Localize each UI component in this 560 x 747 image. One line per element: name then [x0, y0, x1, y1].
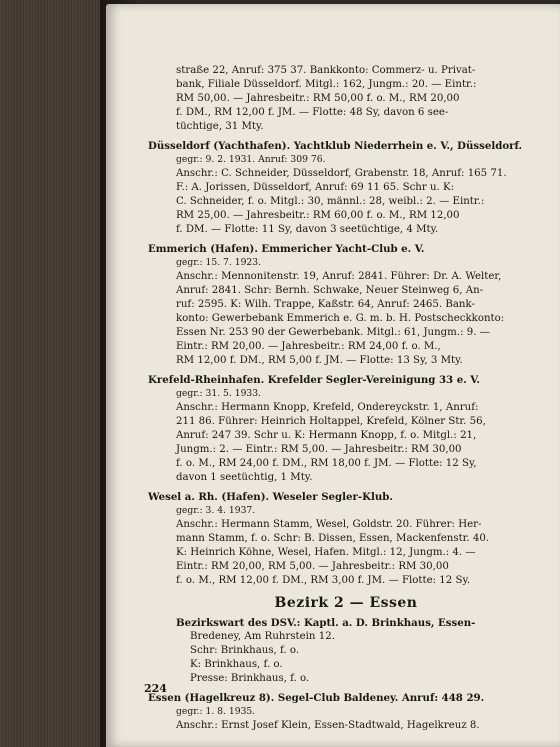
text-line: K: Heinrich Köhne, Wesel, Hafen. Mitgl.: 12, Jungm.: 4. — [176, 547, 476, 558]
text-line: mann Stamm, f. o. Schr: B. Dissen, Essen, Mackenfenstr. 40. [176, 533, 490, 544]
text-line: Eintr.: RM 20,00. — Jahresbeitr.: RM 24,00 f. o. M., [176, 341, 441, 352]
book-page-edges [0, 0, 110, 747]
entry-heading: Düsseldorf (Yachthafen). Yachtklub Niederrhein e. V., Düsseldorf. [148, 140, 523, 152]
text-line: Anschr.: Mennonitenstr. 19, Anruf: 2841. Führer: Dr. A. Welter, [176, 271, 502, 282]
text-line: Anschr.: Hermann Stamm, Wesel, Goldstr. 20. Führer: Her- [176, 519, 482, 530]
page-text [148, 64, 544, 733]
text-line: Anschr.: Ernst Josef Klein, Essen-Stadtwald, Hagelkreuz 8. [176, 720, 480, 731]
text-line: f. o. M., RM 24,00 f. DM., RM 18,00 f. JM. — Flotte: 12 Sy, [176, 458, 477, 469]
text-line: bank, Filiale Düsseldorf. Mitgl.: 162, Jungm.: 20. — Eintr.: [176, 79, 477, 90]
text-line: Eintr.: RM 20,00, RM 5,00. — Jahresbeitr.: RM 30,00 [176, 561, 449, 572]
text-line: Anruf: 2841. Schr: Bernh. Schwake, Neuer Steinweg 6, An- [176, 285, 484, 296]
text-line: F.: A. Jorissen, Düsseldorf, Anruf: 69 11 65. Schr u. K: [176, 182, 455, 193]
text-line: ruf: 2595. K: Wilh. Trappe, Kaßstr. 64, Anruf: 2465. Bank- [176, 299, 475, 310]
page-number: 224 [144, 682, 167, 695]
text-line: f. DM. — Flotte: 11 Sy, davon 3 seetüchtige, 4 Mty. [176, 224, 439, 235]
entry-heading: Wesel a. Rh. (Hafen). Weseler Segler-Klub. [148, 491, 393, 503]
text-line: Schr: Brinkhaus, f. o. [190, 645, 300, 656]
founded-line: gegr.: 15. 7. 1923. [176, 257, 262, 268]
text-line: straße 22, Anruf: 375 37. Bankkonto: Commerz- u. Privat- [176, 65, 476, 76]
text-line: Anruf: 247 39. Schr u. K: Hermann Knopp, f. o. Mitgl.: 21, [176, 430, 477, 441]
text-line: f. o. M., RM 12,00 f. DM., RM 3,00 f. JM. — Flotte: 12 Sy. [176, 575, 471, 586]
text-line: Presse: Brinkhaus, f. o. [190, 673, 310, 684]
text-line: RM 12,00 f. DM., RM 5,00 f. JM. — Flotte: 13 Sy, 3 Mty. [176, 355, 463, 366]
text-line: K: Brinkhaus, f. o. [190, 659, 283, 670]
text-line: 211 86. Führer: Heinrich Holtappel, Krefeld, Kölner Str. 56, [176, 416, 486, 427]
text-line: C. Schneider, f. o. Mitgl.: 30, männl.: 28, weibl.: 2. — Eintr.: [176, 196, 485, 207]
text-line: Anschr.: C. Schneider, Düsseldorf, Grabenstr. 18, Anruf: 165 71. [176, 168, 507, 179]
text-line: konto: Gewerbebank Emmerich e. G. m. b. H. Postscheckkonto: [176, 313, 505, 324]
entry-heading: Krefeld-Rheinhafen. Krefelder Segler-Vereinigung 33 e. V. [148, 374, 480, 386]
text-line: RM 50,00. — Jahresbeitr.: RM 50,00 f. o. M., RM 20,00 [176, 93, 460, 104]
founded-line: gegr.: 1. 8. 1935. [176, 706, 256, 717]
text-line: tüchtige, 31 Mty. [176, 121, 264, 132]
text-line: Jungm.: 2. — Eintr.: RM 5,00. — Jahresbeitr.: RM 30,00 [176, 444, 462, 455]
entry-heading: Emmerich (Hafen). Emmericher Yacht-Club e. V. [148, 243, 425, 255]
text-line: Bredeney, Am Ruhrstein 12. [190, 631, 335, 642]
text-line: RM 25,00. — Jahresbeitr.: RM 60,00 f. o. M., RM 12,00 [176, 210, 460, 221]
district-warden-line: Bezirkswart des DSV.: Kaptl. a. D. Brinkhaus, Essen- [176, 617, 476, 629]
text-line: Anschr.: Hermann Knopp, Krefeld, Ondereyckstr. 1, Anruf: [176, 402, 479, 413]
text-line: davon 1 seetüchtig, 1 Mty. [176, 472, 313, 483]
entry-heading: Essen (Hagelkreuz 8). Segel-Club Baldeney. Anruf: 448 29. [148, 692, 485, 704]
founded-line: gegr.: 31. 5. 1933. [176, 388, 262, 399]
district-title: Bezirk 2 — Essen [274, 595, 418, 611]
founded-line: gegr.: 3. 4. 1937. [176, 505, 256, 516]
text-line: Essen Nr. 253 90 der Gewerbebank. Mitgl.: 61, Jungm.: 9. — [176, 327, 490, 338]
founded-line: gegr.: 9. 2. 1931. Anruf: 309 76. [176, 154, 326, 165]
text-line: f. DM., RM 12,00 f. JM. — Flotte: 48 Sy, davon 6 see- [176, 107, 449, 118]
book-page [106, 4, 560, 747]
